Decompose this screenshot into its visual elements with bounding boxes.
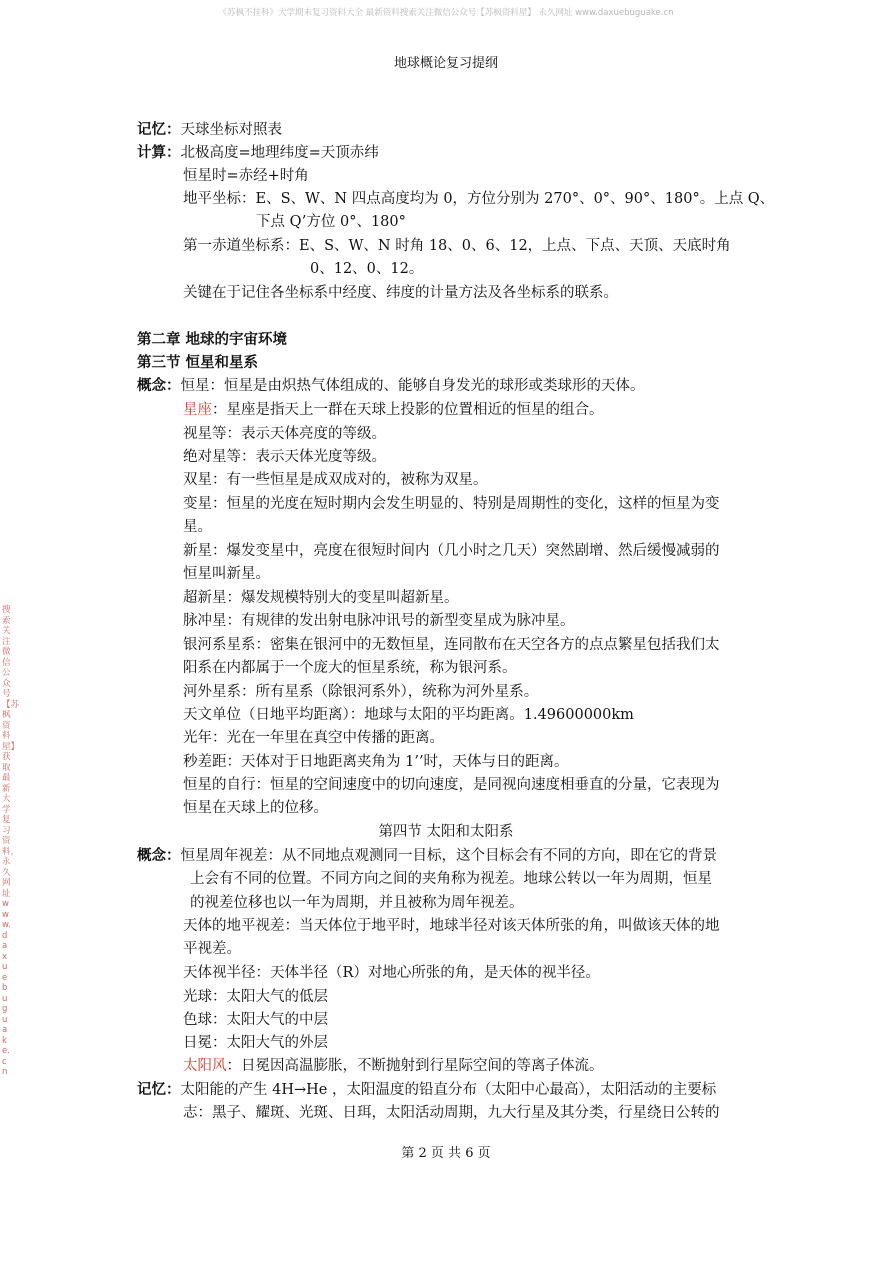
text-line: 地平坐标：E、S、W、N 四点高度均为 0，方位分别为 270°、0°、90°、180°。上点 Q、 [183, 191, 775, 207]
page-header: 地球概论复习提纲 [393, 56, 498, 71]
text-line: 下点 Q’方位 0°、180° [256, 214, 406, 230]
top-watermark: 《苏枫不挂科》大学期末复习资料大全 最新资料搜索关注微信公众号【苏枫资料屋】 永久网址 www.daxuebuguake.cn [218, 8, 674, 18]
text-line: 日冕：太阳大气的外层 [183, 1035, 328, 1051]
text-line: 第一赤道坐标系：E、S、W、N 时角 18、0、6、12，上点、下点、天顶、天底时角 [183, 238, 731, 254]
text-line: 超新星：爆发规模特别大的变星叫超新星。 [183, 590, 459, 606]
text-line: 太阳风：日冕因高温膨胀，不断抛射到行星际空间的等离子体流。 [183, 1058, 604, 1074]
text-line: 星。 [183, 519, 212, 535]
text-line: 概念：恒星周年视差：从不同地点观测同一目标，这个目标会有不同的方向，即在它的背景 [137, 848, 717, 864]
side-watermark: 搜索关注微信公众号【苏枫资料屋】 获取最新大学复习资料，永久网址 www.daxuebuguake.cn [2, 605, 20, 1077]
text-line: 关键在于记住各坐标系中经度、纬度的计量方法及各坐标系的联系。 [183, 285, 618, 301]
text-line: 天体视半径：天体半径（R）对地心所张的角，是天体的视半径。 [183, 965, 600, 981]
text-line: 新星：爆发变星中，亮度在很短时间内（几小时之几天）突然剧增、然后缓慢减弱的 [183, 543, 720, 559]
text-line: 0、12、0、12。 [310, 261, 424, 277]
text-line: 绝对星等：表示天体光度等级。 [183, 449, 386, 465]
text-line: 恒星叫新星。 [183, 566, 270, 582]
text-line: 视星等：表示天体亮度的等级。 [183, 426, 386, 442]
text-line: 天文单位（日地平均距离）：地球与太阳的平均距离。1.49600000km [183, 707, 634, 723]
text-line: 记忆：太阳能的产生 4H→He ，太阳温度的铅直分布（太阳中心最高），太阳活动的主要标 [137, 1082, 717, 1098]
section-heading: 第四节 太阳和太阳系 [378, 824, 514, 840]
text-line: 色球：太阳大气的中层 [183, 1012, 328, 1028]
text-line: 星座：星座是指天上一群在天球上投影的位置相近的恒星的组合。 [183, 402, 604, 418]
text-line: 概念：恒星：恒星是由炽热气体组成的、能够自身发光的球形或类球形的天体。 [137, 378, 645, 394]
highlighted-term: 太阳风 [183, 1058, 227, 1074]
chapter-heading: 第二章 地球的宇宙环境 [137, 332, 288, 348]
text-line: 银河系星系：密集在银河中的无数恒星，连同散布在天空各方的点点繁星包括我们太 [183, 637, 720, 653]
page-footer: 第 2 页 共 6 页 [401, 1146, 491, 1161]
text-line: 恒星时=赤经+时角 [183, 168, 309, 184]
text-line: 河外星系：所有星系（除银河系外），统称为河外星系。 [183, 684, 539, 700]
text-line: 平视差。 [183, 941, 241, 957]
text-line: 记忆：天球坐标对照表 [137, 122, 282, 138]
text-line: 志：黑子、耀斑、光斑、日珥，太阳活动周期，九大行星及其分类，行星绕日公转的 [183, 1105, 720, 1121]
highlighted-term: 星座 [183, 402, 212, 418]
text-line: 阳系在内都属于一个庞大的恒星系统，称为银河系。 [183, 660, 517, 676]
text-line: 双星：有一些恒星是成双成对的，被称为双星。 [183, 472, 488, 488]
text-line: 的视差位移也以一年为周期，并且被称为周年视差。 [190, 895, 524, 911]
text-line: 天体的地平视差：当天体位于地平时，地球半径对该天体所张的角，叫做该天体的地 [183, 918, 720, 934]
text-line: 计算：北极高度=地理纬度=天顶赤纬 [137, 145, 379, 161]
text-line: 恒星在天球上的位移。 [183, 800, 328, 816]
text-line: 脉冲星：有规律的发出射电脉冲讯号的新型变星成为脉冲星。 [183, 613, 575, 629]
text-line: 恒星的自行：恒星的空间速度中的切向速度，是同视向速度相垂直的分量，它表现为 [183, 777, 720, 793]
text-line: 上会有不同的位置。不同方向之间的夹角称为视差。地球公转以一年为周期，恒星 [190, 871, 712, 887]
text-line: 变星：恒星的光度在短时期内会发生明显的、特别是周期性的变化，这样的恒星为变 [183, 496, 720, 512]
text-line: 光年：光在一年里在真空中传播的距离。 [183, 730, 444, 746]
section-heading: 第三节 恒星和星系 [137, 355, 259, 371]
text-line: 光球：太阳大气的低层 [183, 989, 328, 1005]
text-line: 秒差距：天体对于日地距离夹角为 1’’时，天体与日的距离。 [183, 754, 569, 770]
